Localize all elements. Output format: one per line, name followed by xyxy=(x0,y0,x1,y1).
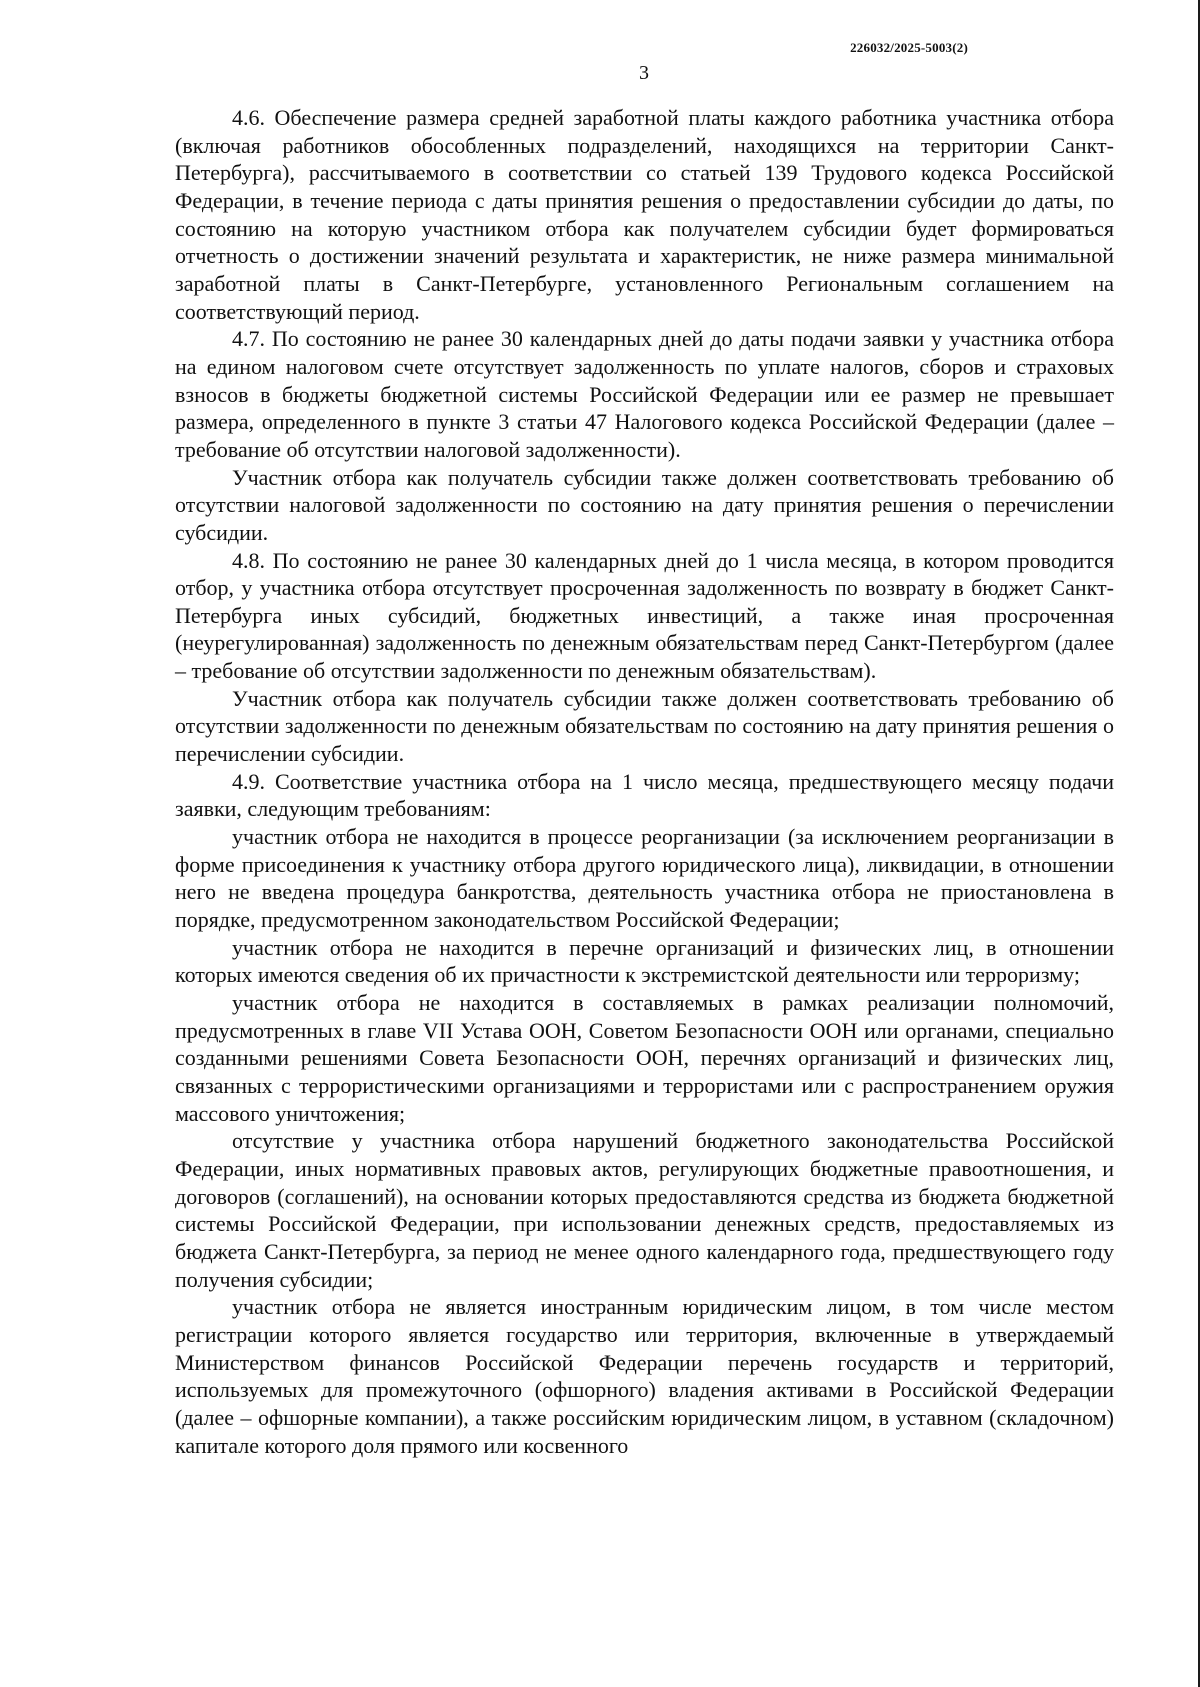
paragraph-4-6: 4.6. Обеспечение размера средней заработной платы каждого работника участника отбора (включая работников обособленных подразделений, находящихся на территории Санкт-Петербурга), рассчитываемого в соответствии со статьей 139 Трудового кодекса Российской Федерации, в течение периода с даты принятия решения о предоставлении субсидии до даты, по состоянию на которую участником отбора как получателем субсидии будет формироваться отчетность о достижении значений результата и характеристик, не ниже размера минимальной заработной платы в Санкт-Петербурге, установленного Региональным соглашением на соответствующий период. xyxy=(175,105,1114,324)
paragraph-4-9: 4.9. Соответствие участника отбора на 1 число месяца, предшествующего месяцу подачи заявки, следующим требованиям: xyxy=(175,768,1114,822)
requirement-no-budget-violations: отсутствие у участника отбора нарушений бюджетного законодательства Российской Федерации, иных нормативных правовых актов, регулирующих бюджетные правоотношения, и договоров (соглашений), на основании которых предоставляются средства из бюджета бюджетной системы Российской Федерации, при использовании денежных средств, предоставляемых из бюджета Санкт-Петербурга, за период не менее одного календарного года, предшествующего году получения субсидии; xyxy=(175,1128,1114,1292)
document-number: 226032/2025-5003(2) xyxy=(850,40,968,55)
page-number: 3 xyxy=(639,62,649,84)
requirement-not-offshore: участник отбора не является иностранным юридическим лицом, в том числе местом регистрации которого является государство или территория, включенные в утверждаемый Министерством финансов Российской Федерации перечень государств и территорий, используемых для промежуточного (офшорного) владения активами в Российской Федерации (далее – офшорные компании), а также российским юридическим лицом, в уставном (складочном) капитале которого доля прямого или косвенного xyxy=(175,1294,1114,1458)
document-body xyxy=(175,104,1114,1459)
paragraph-4-8: 4.8. По состоянию не ранее 30 календарных дней до 1 числа месяца, в котором проводится отбор, у участника отбора отсутствует просроченная задолженность по возврату в бюджет Санкт-Петербурга иных субсидий, бюджетных инвестиций, а также иная просроченная (неурегулированная) задолженность по денежным обязательствам перед Санкт-Петербургом (далее – требование об отсутствии задолженности по денежным обязательствам). xyxy=(175,547,1114,684)
paragraph-4-7-continuation: Участник отбора как получатель субсидии также должен соответствовать требованию об отсутствии налоговой задолженности по состоянию на дату принятия решения о перечислении субсидии. xyxy=(175,464,1114,545)
requirement-no-un-sanctions-list: участник отбора не находится в составляемых в рамках реализации полномочий, предусмотренных в главе VII Устава ООН, Советом Безопасности ООН или органами, специально созданными решениями Совета Безопасности ООН, перечнях организаций и физических лиц, связанных с террористическими организациями и террористами или с распространением оружия массового уничтожения; xyxy=(175,990,1114,1126)
requirement-no-reorganization: участник отбора не находится в процессе реорганизации (за исключением реорганизации в форме присоединения к участнику отбора другого юридического лица), ликвидации, в отношении него не введена процедура банкротства, деятельность участника отбора не приостановлена в порядке, предусмотренном законодательством Российской Федерации; xyxy=(175,824,1114,933)
paragraph-4-7: 4.7. По состоянию не ранее 30 календарных дней до даты подачи заявки у участника отбора на едином налоговом счете отсутствует задолженность по уплате налогов, сборов и страховых взносов в бюджеты бюджетной системы Российской Федерации или ее размер не превышает размера, определенного в пункте 3 статьи 47 Налогового кодекса Российской Федерации (далее – требование об отсутствии налоговой задолженности). xyxy=(175,326,1114,462)
requirement-no-extremism-list: участник отбора не находится в перечне организаций и физических лиц, в отношении которых имеются сведения об их причастности к экстремистской деятельности или терроризму; xyxy=(175,934,1114,988)
paragraph-4-8-continuation: Участник отбора как получатель субсидии также должен соответствовать требованию об отсутствии задолженности по денежным обязательствам по состоянию на дату принятия решения о перечислении субсидии. xyxy=(175,685,1114,767)
